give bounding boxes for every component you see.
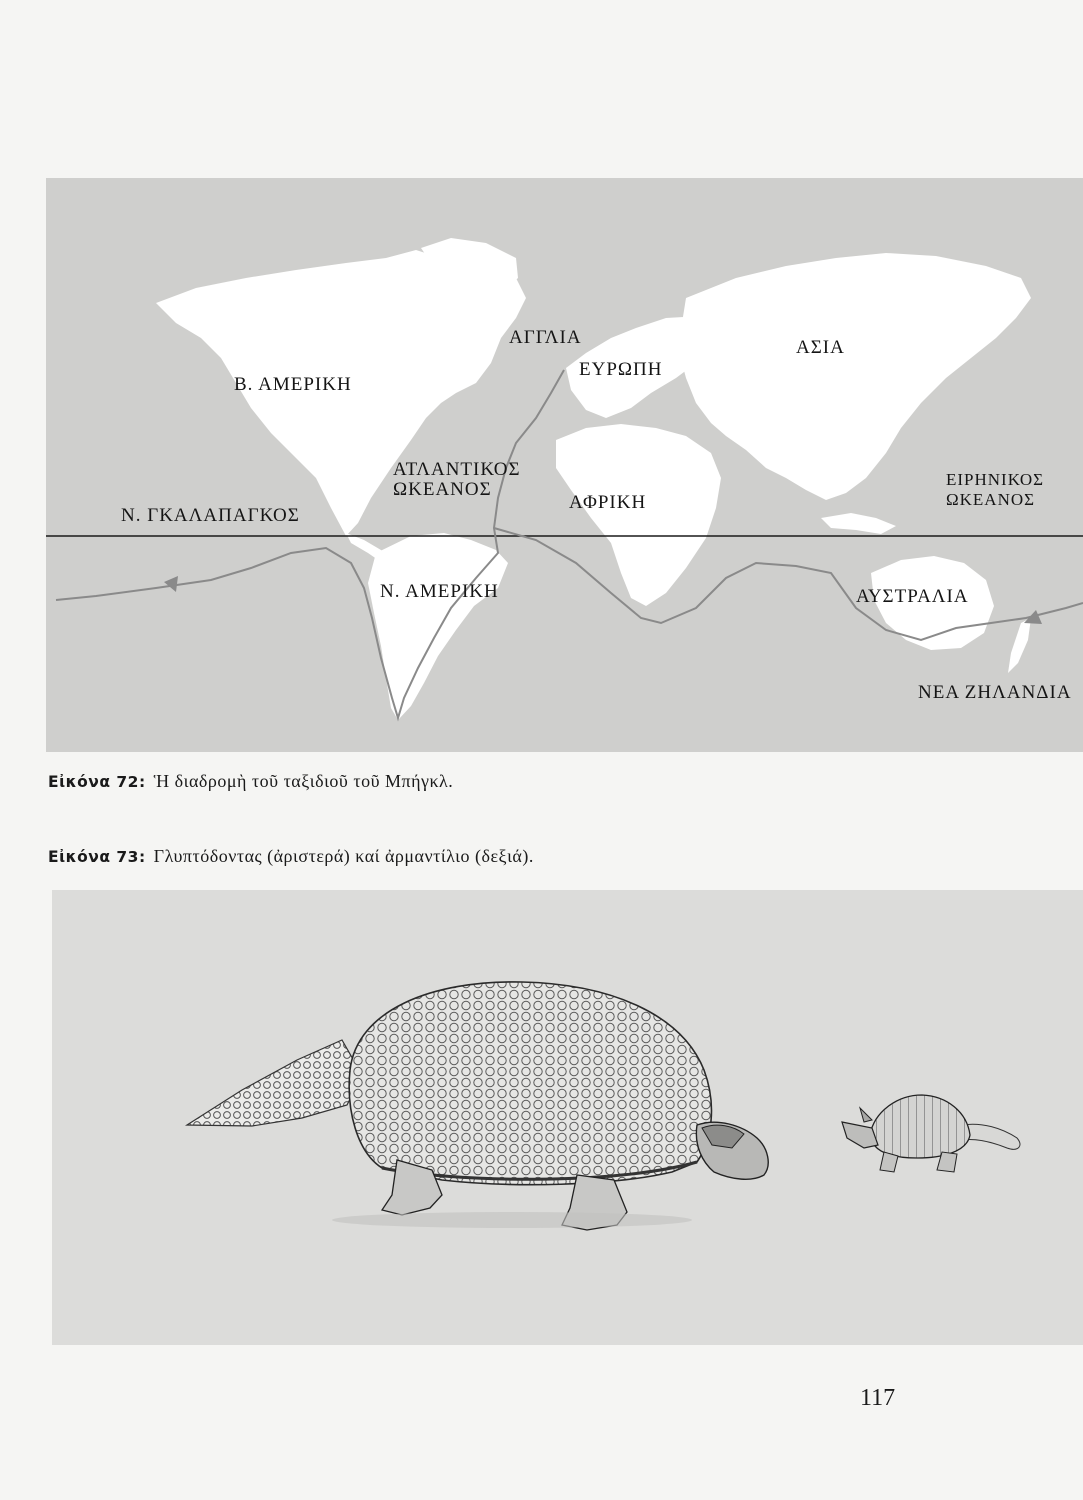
label-england: ΑΓΓΛΙΑ (509, 327, 582, 348)
new-zealand-landmass (1008, 618, 1031, 673)
world-map-graphic (46, 178, 1083, 752)
label-australia: ΑΥΣΤΡΑΛΙΑ (856, 586, 969, 607)
label-atlantic-ocean: ΑΤΛΑΝΤΙΚΟΣ ΩΚΕΑΝΟΣ (393, 459, 521, 500)
south-america-landmass (368, 533, 508, 720)
animals-graphic (52, 890, 1083, 1345)
armadillo-body (870, 1095, 970, 1158)
figure-72-caption (48, 771, 453, 792)
label-new-zealand: ΝΕΑ ΖΗΛΑΝΔΙΑ (918, 682, 1072, 703)
figure-73-caption (48, 846, 534, 867)
glyptodon-shell (349, 982, 711, 1185)
glyptodon-tail (187, 1040, 362, 1126)
label-africa: ΑΦΡΙΚΗ (569, 492, 647, 513)
figure-72-number: Εἰκόνα 72: (48, 773, 146, 791)
armadillo-figure (842, 1095, 1020, 1172)
label-asia: ΑΣΙΑ (796, 337, 845, 358)
label-south-america: Ν. ΑΜΕΡΙΚΗ (380, 581, 499, 602)
label-pacific-ocean: ΕΙΡΗΝΙΚΟΣ ΩΚΕΑΝΟΣ (946, 470, 1044, 509)
glyptodon-figure (187, 982, 768, 1230)
label-north-america: Β. ΑΜΕΡΙΚΗ (234, 374, 352, 395)
armadillo-ear (860, 1108, 872, 1122)
glyptodon-shadow (332, 1212, 692, 1228)
label-galapagos: Ν. ΓΚΑΛΑΠΑΓΚΟΣ (121, 505, 300, 526)
asia-landmass (678, 253, 1031, 500)
route-arrow-west (164, 576, 178, 592)
armadillo-leg-front (880, 1152, 898, 1172)
figure-72-text: Ἡ διαδρομὴ τοῦ ταξιδιοῦ τοῦ Μπήγκλ. (153, 771, 454, 791)
label-europe: ΕΥΡΩΠΗ (579, 359, 663, 380)
figure-73-number: Εἰκόνα 73: (48, 848, 146, 866)
beagle-route-line-east (494, 528, 1083, 640)
armadillo-tail (962, 1124, 1020, 1149)
glyptodon-armadillo-illustration (52, 890, 1083, 1345)
africa-landmass (556, 424, 721, 606)
figure-73-text: Γλυπτόδοντας (ἀριστερά) καί ἀρμαντίλιο (δεξιά). (153, 846, 534, 866)
beagle-route-map (46, 178, 1083, 752)
page-number: 117 (860, 1385, 896, 1411)
indonesia-landmass (821, 513, 896, 534)
